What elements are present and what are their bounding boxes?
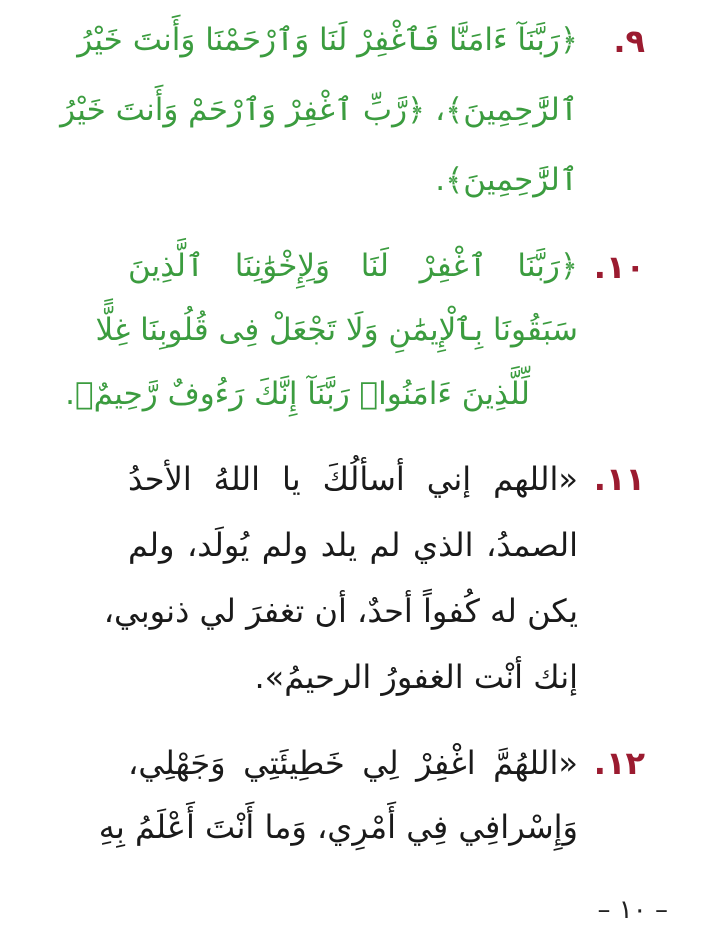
quran-verse-line: سَبَقُونَا بِٱلْإِيمَٰنِ وَلَا تَجْعَلْ فِى قُلُوبِنَا غِلًّا (95, 312, 578, 348)
dua-text-line: وَإِسْرافِي فِي أَمْرِي، وَما أَنْتَ أَعْلَمُ بِهِ (98, 808, 578, 846)
dua-text-line: الصمدُ، الذي لم يلد ولم يُولَد، ولم (128, 526, 578, 564)
item-number: ١١. (593, 460, 645, 498)
quran-verse-line: ﴿رَبَّنَآ ءَامَنَّا فَٱغْفِرْ لَنَا وَٱرْحَمْنَا وَأَنتَ خَيْرُ (77, 22, 578, 58)
page-number: – ١٠ – (597, 895, 668, 925)
quran-verse-line: ٱلرَّٰحِمِينَ﴾، ﴿رَّبِّ ٱغْفِرْ وَٱرْحَمْ وَأَنتَ خَيْرُ (60, 92, 578, 128)
dua-text-line: «اللهم إني أسألُكَ يا اللهُ الأحدُ (128, 460, 578, 498)
item-number: ١٠. (593, 248, 645, 286)
dua-text-line: يكن له كُفواً أحدٌ، أن تغفرَ لي ذنوبي، (103, 592, 578, 630)
dua-text-line: إنك أنْت الغفورُ الرحيمُ». (254, 658, 578, 696)
dua-text-line: «اللهُمَّ اغْفِرْ لِي خَطِيئَتِي وَجَهْلِي، (128, 744, 578, 782)
quran-verse-line: ٱلرَّٰحِمِينَ﴾. (435, 162, 578, 198)
quran-verse-line: لِّلَّذِينَ ءَامَنُوا۟ رَبَّنَآ إِنَّكَ رَءُوفٌ رَّحِيمٌ﴾. (65, 376, 530, 412)
quran-verse-line: ﴿رَبَّنَا ٱغْفِرْ لَنَا وَلِإِخْوَٰنِنَا ٱلَّذِينَ (128, 248, 578, 284)
item-number: ١٢. (593, 744, 645, 782)
item-number: ٩. (613, 22, 645, 60)
